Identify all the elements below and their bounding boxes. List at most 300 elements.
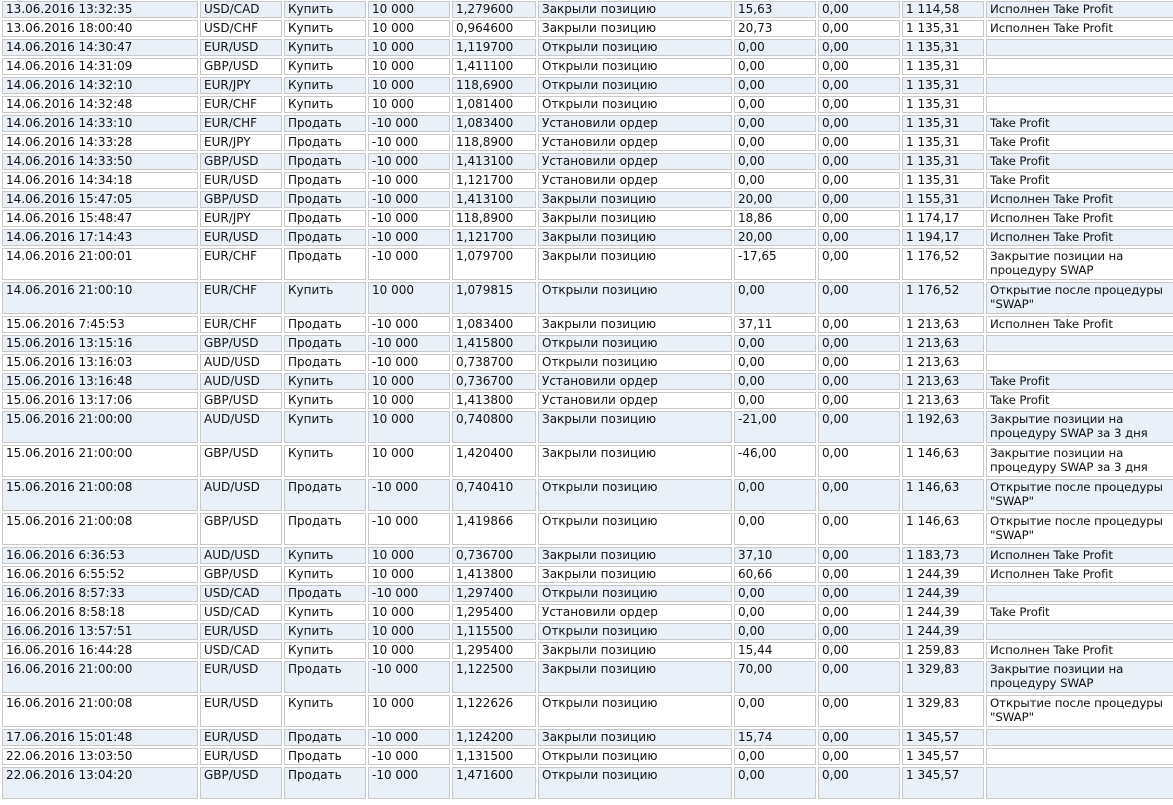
balance-cell: 1 135,31: [902, 153, 984, 170]
direction-cell: Купить: [284, 282, 366, 314]
balance-cell: 1 174,17: [902, 210, 984, 227]
pair-cell: EUR/JPY: [200, 77, 282, 94]
action-cell: Установили ордер: [538, 115, 732, 132]
table-row: [2, 115, 1173, 132]
direction-cell: Продать: [284, 229, 366, 246]
table-row: [2, 248, 1173, 280]
swap-cell: 0,00: [818, 661, 900, 693]
pair-cell: GBP/USD: [200, 445, 282, 477]
pair-cell: EUR/CHF: [200, 96, 282, 113]
date-time-cell: 13.06.2016 18:00:40: [2, 20, 198, 37]
balance-cell: 1 213,63: [902, 392, 984, 409]
date-time-cell: 15.06.2016 13:15:16: [2, 335, 198, 352]
date-time-cell: 14.06.2016 14:33:50: [2, 153, 198, 170]
table-row: [2, 282, 1173, 314]
action-cell: Закрыли позицию: [538, 661, 732, 693]
profit-cell: 0,00: [734, 153, 816, 170]
balance-cell: 1 329,83: [902, 695, 984, 727]
profit-cell: 0,00: [734, 96, 816, 113]
table-row: [2, 354, 1173, 371]
pair-cell: USD/CHF: [200, 20, 282, 37]
profit-cell: -17,65: [734, 248, 816, 280]
volume-cell: -10 000: [368, 513, 450, 545]
direction-cell: Продать: [284, 513, 366, 545]
balance-cell: 1 213,63: [902, 354, 984, 371]
swap-cell: 0,00: [818, 373, 900, 390]
action-cell: Открыли позицию: [538, 748, 732, 765]
date-time-cell: 15.06.2016 21:00:00: [2, 445, 198, 477]
table-row: [2, 77, 1173, 94]
volume-cell: -10 000: [368, 585, 450, 602]
note-cell: Take Profit: [986, 373, 1173, 390]
direction-cell: Продать: [284, 115, 366, 132]
direction-cell: Купить: [284, 623, 366, 640]
action-cell: Установили ордер: [538, 392, 732, 409]
volume-cell: 10 000: [368, 392, 450, 409]
swap-cell: 0,00: [818, 172, 900, 189]
table-row: [2, 134, 1173, 151]
balance-cell: 1 135,31: [902, 96, 984, 113]
table-row: [2, 58, 1173, 75]
price-cell: 1,297400: [452, 585, 536, 602]
date-time-cell: 14.06.2016 14:33:10: [2, 115, 198, 132]
table-row: [2, 39, 1173, 56]
price-cell: 0,740410: [452, 479, 536, 511]
price-cell: 118,6900: [452, 77, 536, 94]
pair-cell: EUR/USD: [200, 695, 282, 727]
action-cell: Открыли позицию: [538, 282, 732, 314]
profit-cell: 0,00: [734, 513, 816, 545]
table-row: [2, 1, 1173, 18]
note-cell: Закрытие позиции на процедуру SWAP за 3 дня: [986, 411, 1173, 443]
action-cell: Закрыли позицию: [538, 566, 732, 583]
direction-cell: Купить: [284, 20, 366, 37]
direction-cell: Продать: [284, 661, 366, 693]
date-time-cell: 15.06.2016 21:00:08: [2, 513, 198, 545]
volume-cell: 10 000: [368, 642, 450, 659]
price-cell: 1,419866: [452, 513, 536, 545]
table-row: [2, 729, 1173, 746]
volume-cell: -10 000: [368, 479, 450, 511]
profit-cell: 0,00: [734, 354, 816, 371]
date-time-cell: 14.06.2016 14:31:09: [2, 58, 198, 75]
swap-cell: 0,00: [818, 566, 900, 583]
volume-cell: -10 000: [368, 115, 450, 132]
price-cell: 1,115500: [452, 623, 536, 640]
action-cell: Открыли позицию: [538, 695, 732, 727]
volume-cell: -10 000: [368, 354, 450, 371]
action-cell: Открыли позицию: [538, 513, 732, 545]
profit-cell: 0,00: [734, 604, 816, 621]
table-row: [2, 191, 1173, 208]
swap-cell: 0,00: [818, 547, 900, 564]
table-row: [2, 392, 1173, 409]
direction-cell: Продать: [284, 585, 366, 602]
price-cell: 1,413100: [452, 191, 536, 208]
table-row: [2, 547, 1173, 564]
swap-cell: 0,00: [818, 20, 900, 37]
pair-cell: EUR/USD: [200, 172, 282, 189]
pair-cell: EUR/CHF: [200, 248, 282, 280]
table-row: [2, 695, 1173, 727]
pair-cell: EUR/CHF: [200, 282, 282, 314]
action-cell: Закрыли позицию: [538, 229, 732, 246]
pair-cell: USD/CAD: [200, 642, 282, 659]
volume-cell: -10 000: [368, 134, 450, 151]
price-cell: 1,413800: [452, 392, 536, 409]
action-cell: Открыли позицию: [538, 585, 732, 602]
balance-cell: 1 146,63: [902, 445, 984, 477]
volume-cell: 10 000: [368, 20, 450, 37]
price-cell: 1,121700: [452, 229, 536, 246]
action-cell: Открыли позицию: [538, 96, 732, 113]
direction-cell: Продать: [284, 248, 366, 280]
note-cell: Исполнен Take Profit: [986, 316, 1173, 333]
swap-cell: 0,00: [818, 513, 900, 545]
swap-cell: 0,00: [818, 335, 900, 352]
table-row: [2, 661, 1173, 693]
table-row: [2, 210, 1173, 227]
swap-cell: 0,00: [818, 134, 900, 151]
pair-cell: USD/CAD: [200, 604, 282, 621]
profit-cell: 37,11: [734, 316, 816, 333]
direction-cell: Продать: [284, 479, 366, 511]
table-row: [2, 20, 1173, 37]
note-cell: Исполнен Take Profit: [986, 547, 1173, 564]
table-row: [2, 642, 1173, 659]
profit-cell: -21,00: [734, 411, 816, 443]
direction-cell: Продать: [284, 172, 366, 189]
pair-cell: EUR/JPY: [200, 134, 282, 151]
price-cell: 1,295400: [452, 642, 536, 659]
swap-cell: 0,00: [818, 191, 900, 208]
date-time-cell: 14.06.2016 14:32:10: [2, 77, 198, 94]
note-cell: Take Profit: [986, 172, 1173, 189]
date-time-cell: 14.06.2016 14:30:47: [2, 39, 198, 56]
price-cell: 118,8900: [452, 134, 536, 151]
price-cell: 1,079700: [452, 248, 536, 280]
swap-cell: 0,00: [818, 58, 900, 75]
price-cell: 1,279600: [452, 1, 536, 18]
profit-cell: 0,00: [734, 479, 816, 511]
price-cell: 0,964600: [452, 20, 536, 37]
swap-cell: 0,00: [818, 642, 900, 659]
price-cell: 1,122500: [452, 661, 536, 693]
pair-cell: USD/CAD: [200, 585, 282, 602]
note-cell: [986, 585, 1173, 602]
pair-cell: AUD/USD: [200, 479, 282, 511]
profit-cell: 0,00: [734, 748, 816, 765]
profit-cell: 20,00: [734, 229, 816, 246]
profit-cell: 15,63: [734, 1, 816, 18]
note-cell: Открытие после процедуры "SWAP": [986, 695, 1173, 727]
balance-cell: 1 345,57: [902, 767, 984, 799]
action-cell: Закрыли позицию: [538, 20, 732, 37]
price-cell: 0,736700: [452, 547, 536, 564]
balance-cell: 1 135,31: [902, 39, 984, 56]
pair-cell: EUR/USD: [200, 623, 282, 640]
volume-cell: 10 000: [368, 411, 450, 443]
table-row: [2, 445, 1173, 477]
balance-cell: 1 114,58: [902, 1, 984, 18]
direction-cell: Купить: [284, 695, 366, 727]
note-cell: Take Profit: [986, 115, 1173, 132]
balance-cell: 1 194,17: [902, 229, 984, 246]
date-time-cell: 16.06.2016 21:00:08: [2, 695, 198, 727]
action-cell: Открыли позицию: [538, 767, 732, 799]
action-cell: Закрыли позицию: [538, 248, 732, 280]
date-time-cell: 16.06.2016 8:57:33: [2, 585, 198, 602]
volume-cell: -10 000: [368, 661, 450, 693]
balance-cell: 1 135,31: [902, 172, 984, 189]
note-cell: Закрытие позиции на процедуру SWAP за 3 дня: [986, 445, 1173, 477]
price-cell: 1,083400: [452, 316, 536, 333]
note-cell: [986, 96, 1173, 113]
swap-cell: 0,00: [818, 585, 900, 602]
profit-cell: 0,00: [734, 695, 816, 727]
table-row: [2, 373, 1173, 390]
profit-cell: 0,00: [734, 335, 816, 352]
pair-cell: EUR/CHF: [200, 316, 282, 333]
direction-cell: Продать: [284, 316, 366, 333]
table-row: [2, 172, 1173, 189]
direction-cell: Купить: [284, 96, 366, 113]
note-cell: [986, 748, 1173, 765]
date-time-cell: 14.06.2016 14:32:48: [2, 96, 198, 113]
date-time-cell: 15.06.2016 13:17:06: [2, 392, 198, 409]
pair-cell: EUR/USD: [200, 229, 282, 246]
note-cell: [986, 335, 1173, 352]
direction-cell: Продать: [284, 134, 366, 151]
direction-cell: Купить: [284, 566, 366, 583]
table-row: [2, 335, 1173, 352]
swap-cell: 0,00: [818, 316, 900, 333]
note-cell: Take Profit: [986, 153, 1173, 170]
date-time-cell: 15.06.2016 7:45:53: [2, 316, 198, 333]
swap-cell: 0,00: [818, 96, 900, 113]
direction-cell: Купить: [284, 1, 366, 18]
date-time-cell: 16.06.2016 16:44:28: [2, 642, 198, 659]
direction-cell: Купить: [284, 547, 366, 564]
balance-cell: 1 135,31: [902, 77, 984, 94]
table-row: [2, 748, 1173, 765]
date-time-cell: 15.06.2016 21:00:08: [2, 479, 198, 511]
table-row: [2, 585, 1173, 602]
balance-cell: 1 345,57: [902, 748, 984, 765]
swap-cell: 0,00: [818, 767, 900, 799]
action-cell: Закрыли позицию: [538, 316, 732, 333]
action-cell: Открыли позицию: [538, 354, 732, 371]
table-row: [2, 96, 1173, 113]
table-row: [2, 316, 1173, 333]
action-cell: Открыли позицию: [538, 58, 732, 75]
price-cell: 1,131500: [452, 748, 536, 765]
swap-cell: 0,00: [818, 748, 900, 765]
note-cell: [986, 58, 1173, 75]
trade-rows: [2, 1, 1173, 799]
direction-cell: Купить: [284, 445, 366, 477]
swap-cell: 0,00: [818, 729, 900, 746]
action-cell: Открыли позицию: [538, 479, 732, 511]
pair-cell: GBP/USD: [200, 153, 282, 170]
action-cell: Закрыли позицию: [538, 547, 732, 564]
volume-cell: -10 000: [368, 335, 450, 352]
swap-cell: 0,00: [818, 210, 900, 227]
price-cell: 1,411100: [452, 58, 536, 75]
swap-cell: 0,00: [818, 39, 900, 56]
swap-cell: 0,00: [818, 354, 900, 371]
pair-cell: AUD/USD: [200, 354, 282, 371]
price-cell: 1,124200: [452, 729, 536, 746]
note-cell: Исполнен Take Profit: [986, 210, 1173, 227]
price-cell: 1,122626: [452, 695, 536, 727]
note-cell: Take Profit: [986, 392, 1173, 409]
table-row: [2, 767, 1173, 799]
date-time-cell: 14.06.2016 21:00:01: [2, 248, 198, 280]
note-cell: Исполнен Take Profit: [986, 20, 1173, 37]
pair-cell: EUR/USD: [200, 39, 282, 56]
date-time-cell: 16.06.2016 13:57:51: [2, 623, 198, 640]
direction-cell: Купить: [284, 604, 366, 621]
volume-cell: -10 000: [368, 172, 450, 189]
volume-cell: -10 000: [368, 767, 450, 799]
volume-cell: -10 000: [368, 191, 450, 208]
profit-cell: 15,74: [734, 729, 816, 746]
date-time-cell: 14.06.2016 17:14:43: [2, 229, 198, 246]
balance-cell: 1 244,39: [902, 585, 984, 602]
table-row: [2, 229, 1173, 246]
date-time-cell: 22.06.2016 13:03:50: [2, 748, 198, 765]
pair-cell: EUR/USD: [200, 748, 282, 765]
action-cell: Закрыли позицию: [538, 210, 732, 227]
direction-cell: Купить: [284, 77, 366, 94]
swap-cell: 0,00: [818, 248, 900, 280]
price-cell: 1,295400: [452, 604, 536, 621]
note-cell: Закрытие позиции на процедуру SWAP: [986, 661, 1173, 693]
profit-cell: 37,10: [734, 547, 816, 564]
date-time-cell: 14.06.2016 14:33:28: [2, 134, 198, 151]
note-cell: Исполнен Take Profit: [986, 566, 1173, 583]
date-time-cell: 15.06.2016 13:16:48: [2, 373, 198, 390]
swap-cell: 0,00: [818, 695, 900, 727]
note-cell: [986, 767, 1173, 799]
price-cell: 1,121700: [452, 172, 536, 189]
profit-cell: 0,00: [734, 39, 816, 56]
volume-cell: 10 000: [368, 96, 450, 113]
action-cell: Закрыли позицию: [538, 191, 732, 208]
note-cell: Исполнен Take Profit: [986, 191, 1173, 208]
direction-cell: Купить: [284, 58, 366, 75]
pair-cell: GBP/USD: [200, 767, 282, 799]
volume-cell: 10 000: [368, 77, 450, 94]
date-time-cell: 22.06.2016 13:04:20: [2, 767, 198, 799]
direction-cell: Купить: [284, 392, 366, 409]
profit-cell: 0,00: [734, 77, 816, 94]
balance-cell: 1 259,83: [902, 642, 984, 659]
balance-cell: 1 155,31: [902, 191, 984, 208]
pair-cell: AUD/USD: [200, 373, 282, 390]
profit-cell: 0,00: [734, 115, 816, 132]
action-cell: Установили ордер: [538, 172, 732, 189]
pair-cell: GBP/USD: [200, 335, 282, 352]
action-cell: Установили ордер: [538, 134, 732, 151]
volume-cell: 10 000: [368, 604, 450, 621]
volume-cell: -10 000: [368, 316, 450, 333]
profit-cell: 0,00: [734, 623, 816, 640]
action-cell: Установили ордер: [538, 373, 732, 390]
balance-cell: 1 135,31: [902, 20, 984, 37]
price-cell: 1,119700: [452, 39, 536, 56]
pair-cell: AUD/USD: [200, 411, 282, 443]
pair-cell: EUR/USD: [200, 729, 282, 746]
date-time-cell: 15.06.2016 13:16:03: [2, 354, 198, 371]
profit-cell: 0,00: [734, 58, 816, 75]
swap-cell: 0,00: [818, 229, 900, 246]
profit-cell: 70,00: [734, 661, 816, 693]
note-cell: Исполнен Take Profit: [986, 642, 1173, 659]
direction-cell: Продать: [284, 210, 366, 227]
price-cell: 0,736700: [452, 373, 536, 390]
pair-cell: GBP/USD: [200, 392, 282, 409]
date-time-cell: 16.06.2016 21:00:00: [2, 661, 198, 693]
volume-cell: 10 000: [368, 623, 450, 640]
date-time-cell: 14.06.2016 14:34:18: [2, 172, 198, 189]
note-cell: Открытие после процедуры "SWAP": [986, 513, 1173, 545]
volume-cell: -10 000: [368, 248, 450, 280]
swap-cell: 0,00: [818, 77, 900, 94]
swap-cell: 0,00: [818, 153, 900, 170]
swap-cell: 0,00: [818, 623, 900, 640]
swap-cell: 0,00: [818, 445, 900, 477]
profit-cell: -46,00: [734, 445, 816, 477]
direction-cell: Продать: [284, 153, 366, 170]
note-cell: [986, 39, 1173, 56]
direction-cell: Купить: [284, 39, 366, 56]
pair-cell: GBP/USD: [200, 566, 282, 583]
volume-cell: -10 000: [368, 210, 450, 227]
table-row: [2, 411, 1173, 443]
note-cell: Открытие после процедуры "SWAP": [986, 282, 1173, 314]
note-cell: Take Profit: [986, 134, 1173, 151]
action-cell: Открыли позицию: [538, 77, 732, 94]
action-cell: Закрыли позицию: [538, 729, 732, 746]
note-cell: Take Profit: [986, 604, 1173, 621]
action-cell: Открыли позицию: [538, 335, 732, 352]
profit-cell: 0,00: [734, 373, 816, 390]
balance-cell: 1 213,63: [902, 316, 984, 333]
volume-cell: 10 000: [368, 566, 450, 583]
price-cell: 1,081400: [452, 96, 536, 113]
action-cell: Открыли позицию: [538, 39, 732, 56]
swap-cell: 0,00: [818, 392, 900, 409]
note-cell: Закрытие позиции на процедуру SWAP: [986, 248, 1173, 280]
pair-cell: EUR/USD: [200, 661, 282, 693]
balance-cell: 1 146,63: [902, 513, 984, 545]
table-row: [2, 513, 1173, 545]
note-cell: [986, 729, 1173, 746]
note-cell: Исполнен Take Profit: [986, 1, 1173, 18]
balance-cell: 1 192,63: [902, 411, 984, 443]
balance-cell: 1 213,63: [902, 335, 984, 352]
direction-cell: Продать: [284, 191, 366, 208]
balance-cell: 1 135,31: [902, 115, 984, 132]
pair-cell: AUD/USD: [200, 547, 282, 564]
direction-cell: Продать: [284, 354, 366, 371]
date-time-cell: 16.06.2016 6:36:53: [2, 547, 198, 564]
direction-cell: Продать: [284, 748, 366, 765]
pair-cell: GBP/USD: [200, 513, 282, 545]
balance-cell: 1 345,57: [902, 729, 984, 746]
